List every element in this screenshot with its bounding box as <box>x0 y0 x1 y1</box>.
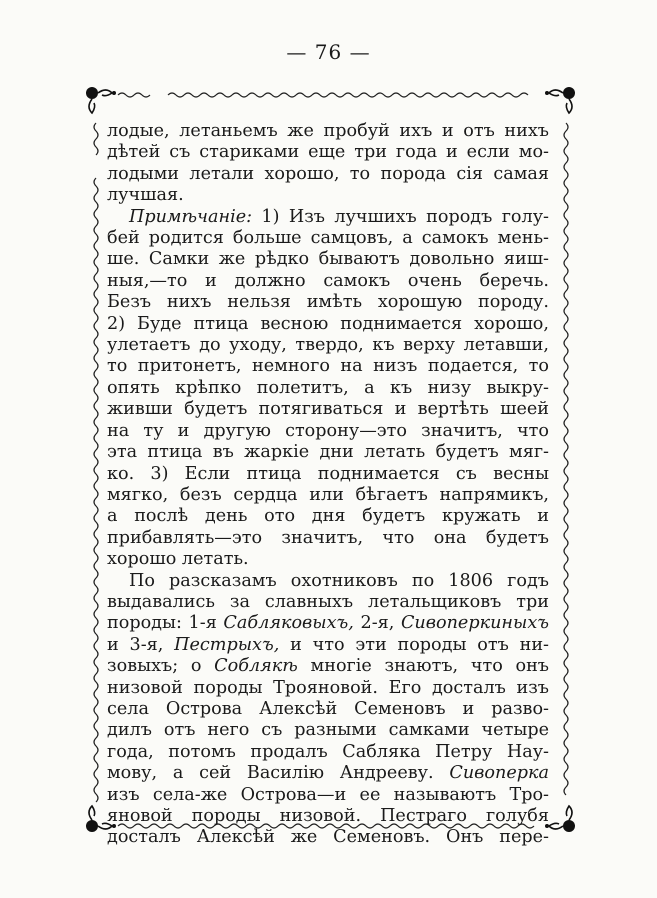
text-line <box>107 356 549 377</box>
text-run: низовой породы Трояновой. Его досталъ изъ <box>107 677 549 698</box>
page-number: — 76 — <box>286 40 371 64</box>
text-run: то притонетъ, немного на низъ подается, то <box>107 356 549 377</box>
text-run: бей родится больше самцовъ, а самокъ мень- <box>107 228 549 249</box>
text-run: По разсказамъ охотниковъ по 1806 годъ <box>129 570 549 591</box>
text-line <box>107 699 549 720</box>
body-text <box>107 121 549 849</box>
text-run: улетаетъ до уходу, твердо, къ верху летавши, <box>107 335 549 356</box>
text-line <box>107 763 549 784</box>
text-line <box>107 571 549 592</box>
text-run: года, потомъ продалъ Сабляка Петру Нау- <box>107 741 549 762</box>
italic-text: Сабляковыхъ, <box>223 613 354 634</box>
text-line <box>107 228 549 249</box>
left-wavy-rule <box>94 123 98 802</box>
text-line <box>107 378 549 399</box>
text-line <box>107 806 549 827</box>
text-run: мягко, безъ сердца или бѣгаетъ напрямикъ, <box>107 484 549 505</box>
text-line <box>107 271 549 292</box>
text-line <box>107 464 549 485</box>
text-line <box>107 249 549 270</box>
text-run: на ту и другую сторону—это значитъ, что <box>107 420 549 441</box>
text-run: и что эти породы отъ ни- <box>279 634 549 655</box>
text-line <box>107 442 549 463</box>
text-run: мову, а сей Василію Андрееву. <box>107 763 450 784</box>
text-line <box>107 720 549 741</box>
text-run: ше. Самки же рѣдко бываютъ довольно яиш- <box>107 249 549 270</box>
text-run: прибавлять—это значитъ, что она будетъ <box>107 527 549 548</box>
italic-text: Пестрыхъ, <box>174 634 280 655</box>
text-run: и 3-я, <box>107 634 175 655</box>
right-wavy-rule <box>564 123 568 795</box>
text-line <box>107 592 549 613</box>
text-line <box>107 164 549 185</box>
text-run: эта птица въ жаркіе дни летать будетъ мяг- <box>107 442 549 463</box>
text-line <box>107 485 549 506</box>
text-run: дилъ отъ него съ разными самками четыре <box>107 720 549 741</box>
text-run: 1) Изъ лучшихъ породъ голу- <box>252 206 549 227</box>
text-run: породы: 1-я <box>107 613 224 634</box>
text-line <box>107 314 549 335</box>
italic-text: Соблякѣ <box>214 656 298 677</box>
corner-ornament-bottom-right-icon <box>545 806 575 832</box>
text-run: дѣтей съ стариками еще три года и если мо- <box>107 142 549 163</box>
text-run: живши будетъ потягиваться и вертѣть шеей <box>107 399 549 420</box>
corner-ornament-top-left-icon <box>86 87 116 113</box>
text-line <box>107 335 549 356</box>
text-line <box>107 678 549 699</box>
text-line <box>107 506 549 527</box>
text-line <box>107 207 549 228</box>
text-line <box>107 613 549 634</box>
text-run: лучшая. <box>107 185 184 206</box>
top-wavy-rule <box>118 93 528 97</box>
text-line <box>107 549 549 570</box>
text-run: Безъ нихъ нельзя имѣть хорошую породу. <box>107 292 549 313</box>
text-line <box>107 185 549 206</box>
text-run: многіе знаютъ, что онъ <box>297 656 550 677</box>
text-run: лодые, летаньемъ же пробуй ихъ и отъ нихъ <box>107 121 549 141</box>
text-run: опять крѣпко полетитъ, а къ низу выкру- <box>107 377 549 398</box>
italic-text: Сивоперка <box>449 763 549 784</box>
text-line <box>107 142 549 163</box>
text-run: села Острова Алексѣй Семеновъ и разво- <box>107 698 549 719</box>
text-run: ныя,—то и должно самокъ очень беречь. <box>107 270 549 291</box>
text-run: яновой породы низовой. Пестраго голубя <box>107 806 549 826</box>
italic-text: Примѣчаніе: <box>129 206 253 227</box>
text-line <box>107 421 549 442</box>
text-line <box>107 656 549 677</box>
text-line <box>107 121 549 142</box>
corner-ornament-top-right-icon <box>545 87 575 113</box>
text-run: зовыхъ; о <box>107 656 215 677</box>
text-run: хорошо летать. <box>107 549 249 570</box>
text-run: ко. 3) Если птица поднимается съ весны <box>107 463 549 484</box>
text-run: досталъ Алексѣй же Семеновъ. Онъ пере- <box>107 827 549 848</box>
text-line <box>107 528 549 549</box>
text-run: 2) Буде птица весною поднимается хорошо, <box>107 313 549 334</box>
text-run: 2-я, <box>353 613 401 634</box>
italic-text: Сивоперкиныхъ <box>400 613 549 634</box>
text-line <box>107 399 549 420</box>
text-line <box>107 635 549 656</box>
text-run: а послѣ день ото дня будетъ кружать и <box>107 506 549 527</box>
text-line <box>107 742 549 763</box>
text-line <box>107 827 549 848</box>
text-run: выдавались за славныхъ летальщиковъ три <box>107 591 549 612</box>
text-line <box>107 785 549 806</box>
text-run: изъ села-же Острова—и ее называютъ Тро- <box>107 784 549 805</box>
text-line <box>107 292 549 313</box>
text-run: лодыми летали хорошо, то порода сія самая <box>107 163 549 184</box>
